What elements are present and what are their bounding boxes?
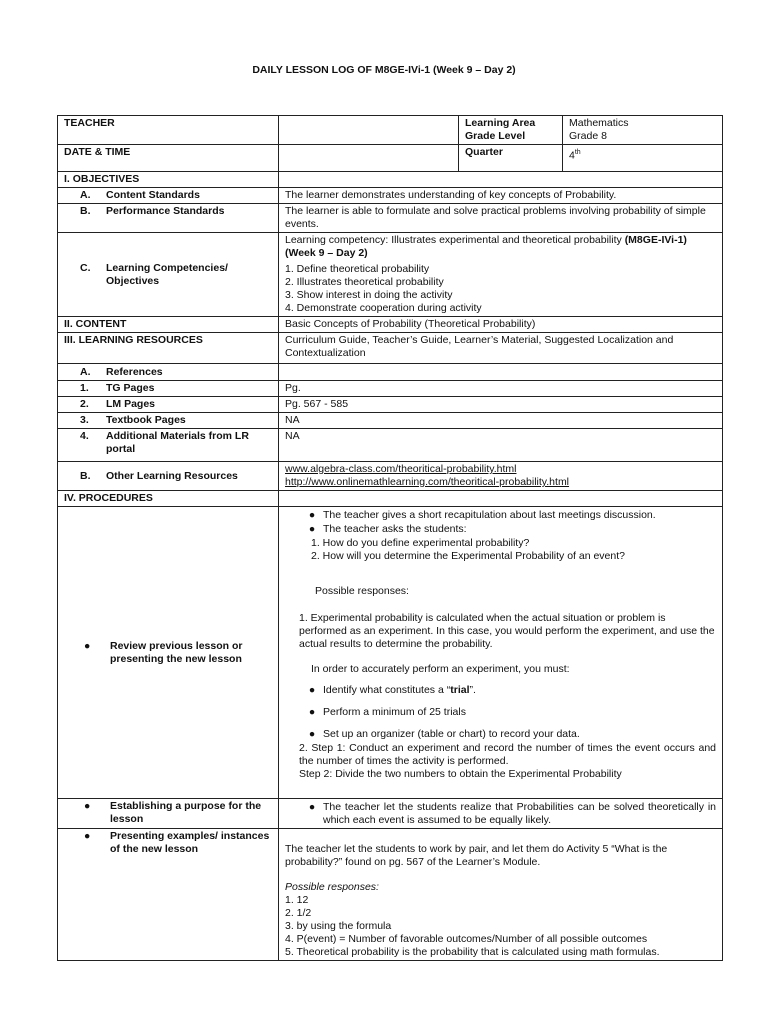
- tg-label: TG Pages: [106, 382, 155, 394]
- review-bullet: The teacher gives a short recapitulation about last meetings discussion.: [323, 509, 656, 521]
- quarter-number: 4: [569, 149, 575, 162]
- review-row: [58, 507, 723, 799]
- teacher-value: [279, 116, 459, 145]
- textbook-value: NA: [279, 413, 723, 429]
- learning-area-value: Mathematics: [569, 117, 629, 129]
- review-label: Review previous lesson or presenting the new lesson: [110, 639, 243, 665]
- learning-area-label: Learning Area: [465, 117, 536, 129]
- datetime-label: DATE & TIME: [58, 145, 279, 172]
- answer-item: 2. 1/2: [285, 907, 312, 919]
- performance-standards-label: Performance Standards: [106, 205, 225, 217]
- bullet-icon: ●: [84, 639, 91, 652]
- competencies-cell: [279, 233, 723, 317]
- resources-text: Curriculum Guide, Teacher’s Guide, Learner’s Material, Suggested Localization and Contextualization: [279, 333, 723, 364]
- answer-item: 1. 12: [285, 894, 309, 906]
- review-bullet: The teacher asks the students:: [323, 523, 467, 535]
- other-resources-cell: [279, 462, 723, 491]
- purpose-label: Establishing a purpose for the lesson: [110, 800, 262, 825]
- additional-materials-label: Additional Materials from LR portal: [106, 430, 249, 455]
- quarter-label: Quarter: [459, 145, 563, 172]
- grade-level-value: Grade 8: [569, 130, 607, 142]
- procedures-heading: IV. PROCEDURES: [58, 491, 279, 507]
- textbook-row: [58, 413, 723, 429]
- examples-row: [58, 829, 723, 961]
- additional-materials-value: NA: [279, 429, 723, 462]
- objectives-heading: I. OBJECTIVES: [58, 172, 279, 188]
- purpose-row: [58, 799, 723, 829]
- bullet-icon: ●: [308, 706, 316, 718]
- resource-link-algebra-class[interactable]: www.algebra-class.com/theoritical-probability.html: [285, 463, 517, 475]
- bullet-icon: ●: [84, 800, 91, 812]
- bullet-icon: ●: [308, 801, 316, 813]
- objective-item: 1. Define theoretical probability: [285, 263, 430, 275]
- content-heading: II. CONTENT: [58, 317, 279, 333]
- learning-area-grade-value: [563, 116, 723, 145]
- content-standards-label: Content Standards: [106, 189, 200, 201]
- lm-value: Pg. 567 - 585: [279, 397, 723, 413]
- grade-level-label: Grade Level: [465, 130, 526, 142]
- c-letter: C.: [80, 261, 91, 274]
- other-resources-row: [58, 462, 723, 491]
- lm-num: 2.: [80, 398, 89, 410]
- bullet-icon: ●: [308, 523, 316, 535]
- bullet-icon: ●: [308, 684, 316, 696]
- review-cell: [279, 507, 723, 799]
- review-question: 2. How will you determine the Experimental Probability of an event?: [311, 550, 625, 562]
- resources-heading: III. LEARNING RESOURCES: [58, 333, 279, 364]
- objective-item: 2. Illustrates theoretical probability: [285, 276, 444, 288]
- answer-item: 4. P(event) = Number of favorable outcomes/Number of all possible outcomes: [285, 933, 648, 945]
- response-text: 1. Experimental probability is calculated when the actual situation or problem is performed as an experiment. In this case, you would perform the experiment, and use the actual results to determine the probability.: [299, 612, 715, 650]
- tg-value: Pg.: [279, 381, 723, 397]
- must-item: Perform a minimum of 25 trials: [323, 706, 466, 718]
- step-text: Step 2: Divide the two numbers to obtain the Experimental Probability: [299, 768, 622, 780]
- tg-num: 1.: [80, 382, 89, 394]
- content-text: Basic Concepts of Probability (Theoretical Probability): [279, 317, 723, 333]
- objective-item: 4. Demonstrate cooperation during activity: [285, 302, 482, 314]
- purpose-text: The teacher let the students realize that Probabilities can be solved theoretically in which each event is assumed to be equally likely.: [323, 801, 716, 826]
- examples-cell: [279, 829, 723, 961]
- must-item: Set up an organizer (table or chart) to record your data.: [323, 728, 580, 740]
- quarter-value: [563, 145, 723, 172]
- datetime-row: [58, 145, 723, 172]
- bullet-icon: ●: [308, 509, 316, 521]
- content-standards-row: [58, 188, 723, 204]
- competencies-label: Learning Competencies/ Objectives: [106, 261, 228, 287]
- datetime-value: [279, 145, 459, 172]
- bullet-icon: ●: [308, 728, 316, 740]
- objectives-heading-row: [58, 172, 723, 188]
- performance-standards-row: [58, 204, 723, 233]
- competency-intro: Learning competency: Illustrates experimental and theoretical probability: [285, 234, 625, 246]
- objective-item: 3. Show interest in doing the activity: [285, 289, 453, 301]
- teacher-row: [58, 116, 723, 145]
- examples-text: The teacher let the students to work by pair, and let them do Activity 5 “What is the probability?” found on pg. 567 of the Learner’s Module.: [285, 843, 668, 868]
- examples-label: Presenting examples/ instances of the new lesson: [110, 830, 270, 855]
- resource-link-onlinemathlearning[interactable]: http://www.onlinemathlearning.com/theoritical-probability.html: [285, 476, 570, 488]
- learning-area-grade-label: [459, 116, 563, 145]
- lm-row: [58, 397, 723, 413]
- competencies-row: [58, 233, 723, 317]
- step-text: 2. Step 1: Conduct an experiment and record the number of times the event occurs and the number of times the activity is performed.: [299, 742, 716, 767]
- procedures-heading-row: [58, 491, 723, 507]
- references-row: [58, 364, 723, 381]
- possible-responses-label: Possible responses:: [315, 585, 409, 597]
- other-letter: B.: [80, 469, 91, 482]
- page-title: DAILY LESSON LOG OF M8GE-IVi-1 (Week 9 – Day 2): [252, 64, 516, 76]
- purpose-cell: [279, 799, 723, 829]
- add-num: 4.: [80, 430, 89, 442]
- references-label: References: [106, 366, 163, 378]
- answer-item: 5. Theoretical probability is the probability that is calculated using math formulas.: [285, 946, 660, 958]
- other-resources-label: Other Learning Resources: [106, 469, 238, 482]
- lm-label: LM Pages: [106, 398, 156, 410]
- competency-code: (M8GE-IVi-1) (Week 9 – Day 2): [285, 234, 687, 259]
- tb-num: 3.: [80, 414, 89, 426]
- bullet-icon: ●: [84, 830, 91, 842]
- references-letter: A.: [80, 366, 91, 378]
- review-question: 1. How do you define experimental probability?: [311, 537, 530, 549]
- lesson-log-table: [57, 115, 723, 961]
- resources-row: [58, 333, 723, 364]
- tg-row: [58, 381, 723, 397]
- content-standards-text: The learner demonstrates understanding of key concepts of Probability.: [279, 188, 723, 204]
- teacher-label: TEACHER: [58, 116, 279, 145]
- accurately-text: In order to accurately perform an experiment, you must:: [311, 663, 570, 675]
- b-letter: B.: [80, 205, 91, 217]
- performance-standards-text: The learner is able to formulate and solve practical problems involving probability of simple events.: [279, 204, 723, 233]
- a-letter: A.: [80, 189, 91, 201]
- content-row: [58, 317, 723, 333]
- answer-item: 3. by using the formula: [285, 920, 392, 932]
- examples-possible-label: Possible responses:: [285, 881, 379, 893]
- must-item: Identify what constitutes a “trial”.: [323, 684, 476, 696]
- quarter-suffix: th: [574, 149, 581, 156]
- textbook-label: Textbook Pages: [106, 414, 186, 426]
- additional-materials-row: [58, 429, 723, 462]
